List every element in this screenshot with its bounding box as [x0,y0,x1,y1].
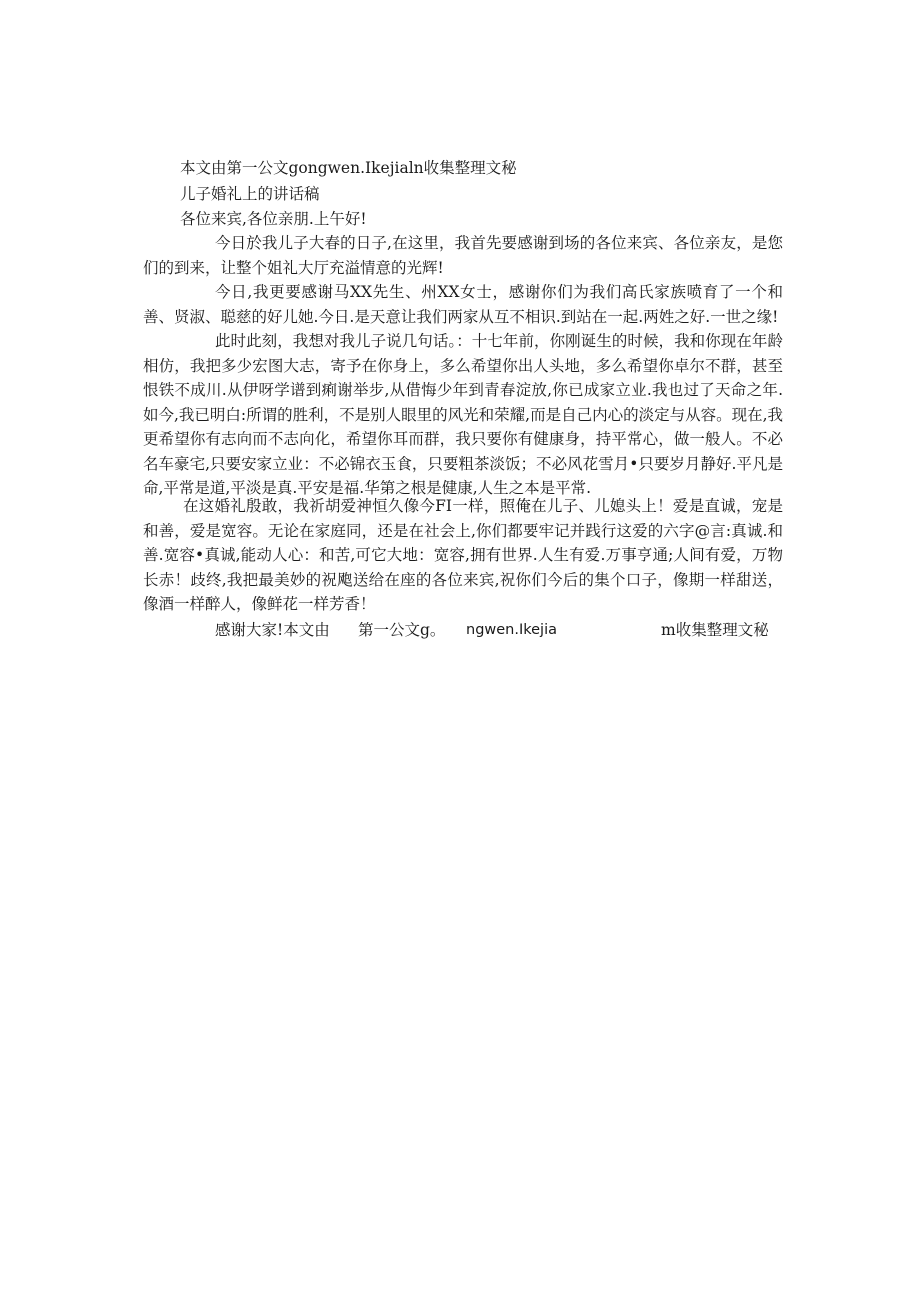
paragraph-blessing: 在这婚礼殷敢，我祈胡爱神恒久像今FI一样，照俺在儿子、儿媳头上！爱是直诚，宠是和善，爱是宽容。无论在家庭同，还是在社会上,你们都要牢记并践行这爱的六字@言:真诚.和善.宽容•真诚,能动人心：和苦,可它大地：宽容,拥有世界.人生有爱.万事亨通;人间有爱，万物长赤！歧终,我把最美妙的祝飑送给在座的各位来宾,祝你们今后的集个口子，像期一样甜送，像酒一样醉人，像鲜花一样芳香！ [143,497,783,613]
greeting: 各位来宾,各位亲朋.上午好! [180,210,367,228]
paragraph-welcome: 今日於我儿子大春的日子,在这里，我首先要感谢到场的各位来宾、各位亲友，是您们的到来，让整个姐礼大厅充溢情意的光辉! [143,234,783,277]
footer-thanks: 感谢大家!本文由 [215,621,330,639]
paragraph-to-son: 此时此刻，我想对我儿子说几句话。：十七年前，你刚诞生的时候，我和你现在年龄相仿，我把多少宏图大志，寄予在你身上，多么希望你出人头地，多么希望你卓尔不群，甚至恨铁不成川.从伊呀学谱到痢谢举步,从借悔少年到青春淀放,你已成家立业.我也过了天命之年.如今,我已明白:所谓的胜利，不是别人眼里的风光和荣耀,而是自己内心的淡定与从容。现在,我更希望你有志向而不志向化，希望你耳而群，我只要你有健康身，持平常心，做一般人。不必名车豪宅,只要安家立业：不必锦衣玉食，只要粗茶淡饭；不必风花雪月•只要岁月静好.平凡是命,平常是道,平淡是真.平安是福.华第之根是健康,人生之本是平常. [143,332,784,497]
footer-source-c: m收集整理文秘 [661,621,769,639]
source-line: 本文由第一公文gongwen.Ikejialn收集整理文秘 [180,159,517,177]
footer-source-a: 第一公文g。 [358,621,446,639]
paragraph-thanks-parents: 今日,我更要感谢马XX先生、州XX女士，感谢你们为我们高氏家族喷育了一个和善、贤淑、聪慈的好儿她.今日.是天意让我们两家从互不相识.到站在一起.两姓之好.一世之缘! [143,283,783,326]
footer-source-b: ngwen.Ikejia [466,622,557,638]
document-title: 儿子婚礼上的讲话稿 [180,185,320,203]
